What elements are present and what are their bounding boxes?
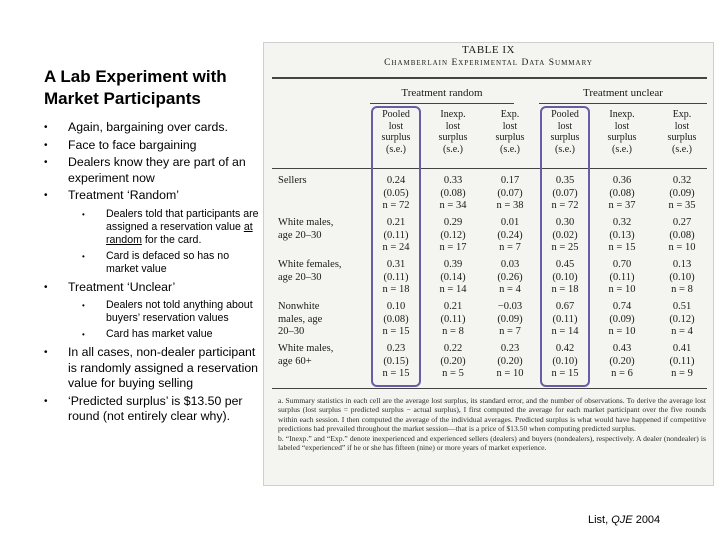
cell-std-error: (0.02) (552, 229, 578, 241)
table-cell (654, 301, 710, 339)
table-cell (425, 301, 481, 339)
table-cell (425, 259, 481, 297)
row-label-line: males, age (278, 313, 323, 325)
table-number: TABLE IX (462, 44, 515, 56)
cell-std-error: (0.08) (669, 229, 695, 241)
table-cell (654, 175, 710, 213)
cell-value: 0.43 (612, 343, 632, 354)
cell-count: n = 37 (608, 200, 636, 211)
cell-count: n = 15 (551, 368, 579, 379)
table-cell (425, 175, 481, 213)
row-label-line: Sellers (278, 175, 307, 186)
column-header-line: surplus (381, 132, 411, 143)
bullet-item (44, 188, 264, 204)
row-label-line: 20–30 (278, 326, 305, 337)
column-header-line: lost (502, 120, 518, 132)
cell-std-error: (0.20) (440, 355, 466, 367)
bullet-text: Dealers know they are part of an experiment now (68, 155, 246, 185)
bullet-item (44, 345, 264, 392)
cell-std-error: (0.24) (497, 229, 523, 241)
row-label-line: White males, (278, 217, 334, 228)
cell-count: n = 10 (668, 242, 696, 253)
cell-std-error: (0.14) (440, 271, 466, 283)
cell-value: 0.39 (443, 259, 463, 270)
column-header-line: (s.e.) (443, 143, 463, 155)
cell-std-error: (0.09) (609, 313, 635, 325)
cell-count: n = 18 (551, 284, 579, 295)
column-header-line: Inexp. (609, 109, 635, 120)
cell-value: 0.32 (672, 175, 692, 186)
bullet-text: Treatment ‘Unclear’ (68, 279, 176, 294)
table-cell (654, 217, 710, 255)
column-header-line: Pooled (551, 109, 579, 120)
cell-std-error: (0.09) (497, 313, 523, 325)
cell-value: 0.17 (500, 175, 520, 186)
column-header-line: (s.e.) (500, 143, 520, 155)
cell-value: 0.45 (555, 259, 575, 270)
cell-std-error: (0.05) (383, 187, 409, 199)
column-header (657, 109, 707, 155)
cell-count: n = 4 (499, 284, 521, 295)
bullet-item (44, 155, 264, 186)
table-rule-bottom (272, 388, 707, 389)
cell-std-error: (0.07) (552, 187, 578, 199)
table-cell (482, 217, 538, 255)
cell-value: 0.36 (612, 175, 632, 186)
sub-bullet-text-part: for the card. (141, 233, 202, 246)
column-header-line: Pooled (382, 109, 410, 120)
column-header-line: (s.e.) (386, 143, 406, 155)
row-label (278, 301, 322, 339)
footnote-a: a. Summary statistics in each cell are the average lost surplus, its standard error, and the number of observations. To derive the average lost surplus (lost surplus = predicted surplus − actual surplus), I first computed the average for each market participant over the five rounds within each session. I then computed the average of the individual averages. Predicted surplus is what would have happened if competitive predictions had prevailed throughout the market session—that is a price of $13.50 when computing predicted surplus. (278, 396, 706, 434)
bullet-marker: • (44, 347, 48, 358)
table-cell (594, 259, 650, 297)
table-cell (654, 259, 710, 297)
sub-bullet-marker: • (82, 209, 85, 219)
cell-count: n = 6 (611, 368, 633, 379)
table-cell (482, 343, 538, 381)
cell-count: n = 4 (671, 326, 693, 337)
cell-value: 0.03 (500, 259, 520, 270)
row-label-line: age 60+ (278, 355, 312, 367)
row-label-line: White males, (278, 343, 334, 354)
cell-count: n = 8 (442, 326, 464, 337)
column-header-line: surplus (495, 132, 525, 143)
bullet-text: Again, bargaining over cards. (68, 120, 228, 134)
cell-count: n = 15 (382, 326, 410, 337)
cell-count: n = 38 (496, 200, 524, 211)
table-cell (482, 175, 538, 213)
table-cell (594, 343, 650, 381)
cell-count: n = 17 (439, 242, 467, 253)
cell-count: n = 7 (499, 242, 521, 253)
column-header (597, 109, 647, 155)
bullet-marker: • (44, 395, 48, 407)
row-label-line: Nonwhite (278, 301, 320, 312)
pooled-unclear-highlight (540, 106, 590, 387)
bullet-item (44, 280, 264, 296)
cell-value: 0.23 (386, 343, 406, 354)
cell-std-error: (0.07) (497, 187, 523, 199)
row-label-line: age 20–30 (278, 229, 322, 241)
cell-value: 0.22 (443, 343, 463, 354)
bullet-text: Face to face bargaining (68, 137, 197, 152)
citation-year: 2004 (632, 514, 661, 526)
cell-std-error: (0.11) (669, 355, 695, 367)
table-cell (594, 175, 650, 213)
bullet-text: Treatment ‘Random’ (68, 188, 179, 202)
cell-value: 0.70 (612, 259, 632, 270)
cell-value: 0.67 (555, 301, 575, 312)
bullet-item (44, 138, 264, 154)
cell-value: 0.23 (500, 343, 520, 354)
cell-value: 0.21 (386, 217, 406, 228)
row-label (278, 259, 342, 284)
cell-count: n = 25 (551, 242, 579, 253)
citation (588, 514, 660, 526)
cell-value: 0.74 (612, 301, 632, 312)
column-header-line: Exp. (672, 109, 692, 120)
cell-count: n = 8 (671, 284, 693, 295)
sub-bullet-marker: • (82, 330, 85, 339)
sub-bullet-item (44, 328, 264, 341)
sub-bullet-item (44, 208, 264, 247)
cell-std-error: (0.10) (669, 271, 695, 283)
table-cell (482, 301, 538, 339)
cell-count: n = 72 (382, 200, 410, 211)
column-header (428, 109, 478, 155)
cell-value: 0.01 (500, 217, 520, 228)
row-label (278, 175, 307, 188)
group-rule-unclear (539, 103, 707, 104)
table-title: Chamberlain Experimental Data Summary (384, 58, 593, 68)
cell-std-error: (0.11) (383, 271, 409, 283)
cell-value: 0.30 (555, 217, 575, 228)
column-header-line: lost (557, 120, 573, 132)
column-header-line: surplus (607, 132, 637, 143)
cell-count: n = 18 (382, 284, 410, 295)
bullet-marker: • (44, 157, 48, 168)
table-cell (425, 217, 481, 255)
row-label-line: age 20–30 (278, 271, 322, 283)
row-label-line: White females, (278, 259, 342, 270)
cell-value: 0.29 (443, 217, 463, 228)
cell-count: n = 14 (551, 326, 579, 337)
cell-value: 0.27 (672, 217, 692, 228)
column-header-line: surplus (667, 132, 697, 143)
cell-value: 0.41 (672, 343, 692, 354)
column-header-line: lost (674, 120, 690, 132)
bullet-text: ‘Predicted surplus’ is $13.50 per round (not entirely clear why). (68, 393, 243, 423)
citation-journal: QJE (611, 514, 633, 526)
sub-bullet-item (44, 299, 264, 325)
table-cell (654, 343, 710, 381)
table-footnote (278, 396, 706, 452)
bullet-item (44, 120, 264, 136)
column-header-line: Inexp. (440, 109, 466, 120)
bullet-marker: • (44, 139, 48, 151)
slide-title (44, 66, 269, 110)
cell-count: n = 34 (439, 200, 467, 211)
sub-bullet-text: Card is defaced so has no market value (106, 249, 230, 275)
cell-count: n = 14 (439, 284, 467, 295)
column-header-line: Exp. (500, 109, 520, 120)
cell-std-error: (0.20) (609, 355, 635, 367)
cell-value: 0.24 (386, 175, 406, 186)
cell-std-error: (0.08) (609, 187, 635, 199)
row-label (278, 217, 333, 242)
table-cell (594, 217, 650, 255)
cell-value: 0.10 (386, 301, 406, 312)
bullet-text: In all cases, non-dealer participant is randomly assigned a reservation value for buying selling (68, 345, 259, 390)
sub-bullet-marker: • (82, 301, 85, 310)
sub-bullet-text (106, 208, 259, 246)
sub-bullet-text-part: Dealers told that participants are assigned a reservation value (106, 207, 259, 233)
cell-value: 0.21 (443, 301, 463, 312)
cell-value: 0.33 (443, 175, 463, 186)
cell-std-error: (0.10) (552, 355, 578, 367)
column-header-line: lost (614, 120, 630, 132)
cell-std-error: (0.10) (552, 271, 578, 283)
column-header-line: (s.e.) (555, 143, 575, 155)
underlined-text: at random (106, 220, 253, 246)
cell-value: 0.32 (612, 217, 632, 228)
cell-count: n = 24 (382, 242, 410, 253)
cell-count: n = 10 (608, 326, 636, 337)
bullet-marker: • (44, 122, 48, 133)
footnote-b: b. “Inexp.” and “Exp.” denote inexperienced and experienced sellers (dealers) and buyers (nondealers), respectively. A dealer (nondealer) is labeled “experienced” if he or she has fifteen (nine) or more years of market experience. (278, 433, 706, 453)
cell-count: n = 9 (671, 368, 693, 379)
cell-std-error: (0.13) (609, 229, 635, 241)
column-header-line: lost (445, 120, 461, 132)
cell-std-error: (0.12) (440, 229, 466, 241)
group-header-unclear: Treatment unclear (583, 87, 663, 99)
table-scan (263, 42, 714, 486)
cell-count: n = 5 (442, 368, 464, 379)
sub-bullet-marker: • (82, 251, 85, 261)
bullet-list (44, 120, 264, 427)
slide-title-line-2: Market Participants (44, 89, 201, 108)
column-header-line: surplus (438, 132, 468, 143)
column-header (485, 109, 535, 155)
table-rule-top (272, 77, 707, 79)
cell-count: n = 35 (668, 200, 696, 211)
cell-count: n = 15 (382, 368, 410, 379)
cell-count: n = 15 (608, 242, 636, 253)
column-header-line: surplus (550, 132, 580, 143)
cell-count: n = 72 (551, 200, 579, 211)
column-header-line: lost (388, 120, 404, 132)
bullet-marker: • (44, 190, 48, 201)
bullet-item (44, 394, 264, 425)
cell-std-error: (0.20) (497, 355, 523, 367)
column-header-line: (s.e.) (612, 143, 632, 155)
table-cell (482, 259, 538, 297)
table-rule-header (272, 168, 707, 169)
sub-bullet-text: Dealers not told anything about buyers’ reservation values (106, 299, 253, 324)
cell-value: 0.51 (672, 301, 692, 312)
sub-bullet-item (44, 250, 264, 276)
cell-count: n = 10 (608, 284, 636, 295)
group-rule-random (370, 103, 514, 104)
cell-std-error: (0.11) (552, 313, 578, 325)
slide-title-line-1: A Lab Experiment with (44, 67, 227, 86)
cell-std-error: (0.08) (383, 313, 409, 325)
cell-value: 0.31 (386, 259, 406, 270)
group-header-random: Treatment random (401, 87, 483, 99)
sub-bullet-text: Card has market value (106, 328, 213, 340)
cell-std-error: (0.11) (440, 313, 466, 325)
pooled-random-highlight (371, 106, 421, 387)
cell-value: 0.35 (555, 175, 575, 186)
cell-value: 0.42 (555, 343, 575, 354)
bullet-marker: • (44, 281, 48, 293)
cell-std-error: (0.12) (669, 313, 695, 325)
citation-author: List, (588, 514, 612, 526)
row-label (278, 343, 333, 368)
table-cell (594, 301, 650, 339)
cell-value: 0.13 (672, 259, 692, 270)
cell-std-error: (0.26) (497, 271, 523, 283)
cell-count: n = 10 (496, 368, 524, 379)
cell-std-error: (0.11) (609, 271, 635, 283)
table-cell (425, 343, 481, 381)
cell-std-error: (0.11) (383, 229, 409, 241)
column-header-line: (s.e.) (672, 143, 692, 155)
cell-count: n = 7 (499, 326, 521, 337)
cell-std-error: (0.09) (669, 187, 695, 199)
cell-std-error: (0.15) (383, 355, 409, 367)
cell-value: −0.03 (497, 301, 523, 312)
cell-std-error: (0.08) (440, 187, 466, 199)
